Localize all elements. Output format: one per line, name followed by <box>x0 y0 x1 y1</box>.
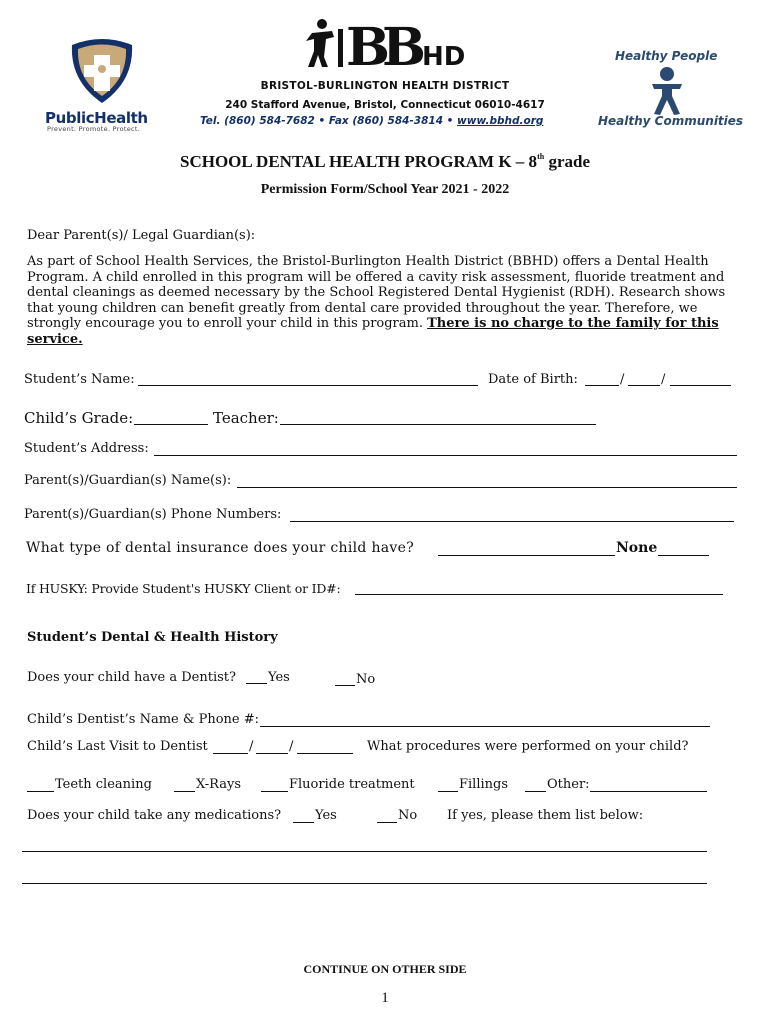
healthy-communities-text: Healthy Communities <box>598 114 744 128</box>
form-title-grade: grade <box>544 152 590 171</box>
has-dentist-yes-blank[interactable] <box>246 683 267 684</box>
svg-text:HD: HD <box>422 42 466 70</box>
svg-text:BB: BB <box>346 17 418 70</box>
has-dentist-no-label: No <box>356 672 376 687</box>
public-health-logo-text: PublicHealth <box>45 109 148 127</box>
has-dentist-yes-label: Yes <box>268 670 290 685</box>
fluoride-label: Fluoride treatment <box>289 777 415 792</box>
xrays-label: X-Rays <box>196 777 242 792</box>
has-dentist-question: Does your child have a Dentist? <box>27 670 236 685</box>
form-title-main: SCHOOL DENTAL HEALTH PROGRAM K – 8 <box>180 152 538 171</box>
teeth-cleaning-blank[interactable] <box>27 791 54 792</box>
medications-yes-blank[interactable] <box>293 822 314 823</box>
procedures-question: What procedures were performed on your child? <box>367 739 689 754</box>
last-visit-slash-1: / <box>249 739 254 754</box>
parent-name-label: Parent(s)/Guardian(s) Name(s): <box>24 473 232 488</box>
medications-no-blank[interactable] <box>377 822 397 823</box>
form-subtitle: Permission Form/School Year 2021 - 2022 <box>260 182 510 197</box>
fillings-blank[interactable] <box>438 791 458 792</box>
form-title-sup: th <box>537 152 545 161</box>
insurance-field[interactable] <box>438 555 615 556</box>
dob-slash-2: / <box>661 372 666 387</box>
address-label: Student’s Address: <box>24 441 149 456</box>
dentist-name-field[interactable] <box>260 726 710 727</box>
org-address: 240 Stafford Avenue, Bristol, Connecticut 06010-4617 <box>225 99 545 111</box>
intro-body: As part of School Health Services, the Bristol-Burlington Health District (BBHD) offers a Dental Health Program. A child enrolled in this program will be offered a cavity risk assessment, fluoride treatment and dental cleanings as deemed necessary by the School Registered Dental Hygienist (RDH). Research shows that young children can benefit greatly from dental care provided throughout the year. Therefore, we strongly encourage you to enroll your child in this program. <box>27 254 726 331</box>
dob-slash-1: / <box>620 372 625 387</box>
medications-yes-label: Yes <box>315 808 337 823</box>
medications-line-1[interactable] <box>22 851 707 852</box>
teacher-label: Teacher: <box>213 409 279 427</box>
teeth-cleaning-label: Teeth cleaning <box>55 777 152 792</box>
dob-label: Date of Birth: <box>488 372 578 387</box>
last-visit-month-field[interactable] <box>213 753 248 754</box>
page-number: 1 <box>381 990 389 1006</box>
no-charge-notice: There is no charge to the family for this service. <box>27 316 719 347</box>
org-phone-fax: Tel. (860) 584-7682 • Fax (860) 584-3814 • <box>200 115 458 127</box>
form-title <box>0 152 770 172</box>
history-heading: Student’s Dental & Health History <box>27 630 278 645</box>
public-health-tagline: Prevent. Promote. Protect. <box>47 125 141 133</box>
insurance-none-field[interactable] <box>658 555 709 556</box>
address-field[interactable] <box>154 455 737 456</box>
husky-id-field[interactable] <box>355 594 723 595</box>
student-name-field[interactable] <box>138 385 478 386</box>
husky-label: If HUSKY: Provide Student's HUSKY Client or ID#: <box>26 581 341 596</box>
last-visit-year-field[interactable] <box>297 753 353 754</box>
medications-line-2[interactable] <box>22 883 707 884</box>
medications-no-label: No <box>398 808 418 823</box>
insurance-label: What type of dental insurance does your child have? <box>26 540 415 556</box>
parent-phone-field[interactable] <box>290 521 734 522</box>
has-dentist-no-blank[interactable] <box>335 685 355 686</box>
teacher-field[interactable] <box>280 424 596 425</box>
other-label: Other: <box>547 777 590 792</box>
org-name: BRISTOL-BURLINGTON HEALTH DISTRICT <box>260 80 510 92</box>
intro-paragraph <box>27 254 745 347</box>
xrays-blank[interactable] <box>174 791 195 792</box>
healthy-people-text: Healthy People <box>615 49 718 63</box>
last-visit-day-field[interactable] <box>256 753 288 754</box>
grade-field[interactable] <box>134 424 208 425</box>
last-visit-label: Child’s Last Visit to Dentist <box>27 739 208 754</box>
parent-name-field[interactable] <box>237 487 737 488</box>
org-website-link[interactable]: www.bbhd.org <box>457 115 544 127</box>
insurance-none-label: None <box>616 540 658 556</box>
medications-list-instruction: If yes, please them list below: <box>447 808 644 823</box>
last-visit-slash-2: / <box>289 739 294 754</box>
student-name-label: Student’s Name: <box>24 372 135 387</box>
dob-day-field[interactable] <box>628 385 660 386</box>
other-blank[interactable] <box>525 791 546 792</box>
parent-phone-label: Parent(s)/Guardian(s) Phone Numbers: <box>24 507 282 522</box>
dentist-name-label: Child’s Dentist’s Name & Phone #: <box>27 712 259 727</box>
greeting: Dear Parent(s)/ Legal Guardian(s): <box>27 228 256 243</box>
dob-year-field[interactable] <box>670 385 731 386</box>
person-icon <box>648 66 686 116</box>
fillings-label: Fillings <box>459 777 509 792</box>
other-field[interactable] <box>590 791 707 792</box>
bbhd-logo <box>304 15 469 70</box>
public-health-shield-icon <box>66 37 138 105</box>
continue-notice: CONTINUE ON OTHER SIDE <box>303 962 467 976</box>
org-contact <box>200 115 543 127</box>
grade-label: Child’s Grade: <box>24 409 134 427</box>
dob-month-field[interactable] <box>585 385 619 386</box>
medications-question: Does your child take any medications? <box>27 808 282 823</box>
fluoride-blank[interactable] <box>261 791 288 792</box>
